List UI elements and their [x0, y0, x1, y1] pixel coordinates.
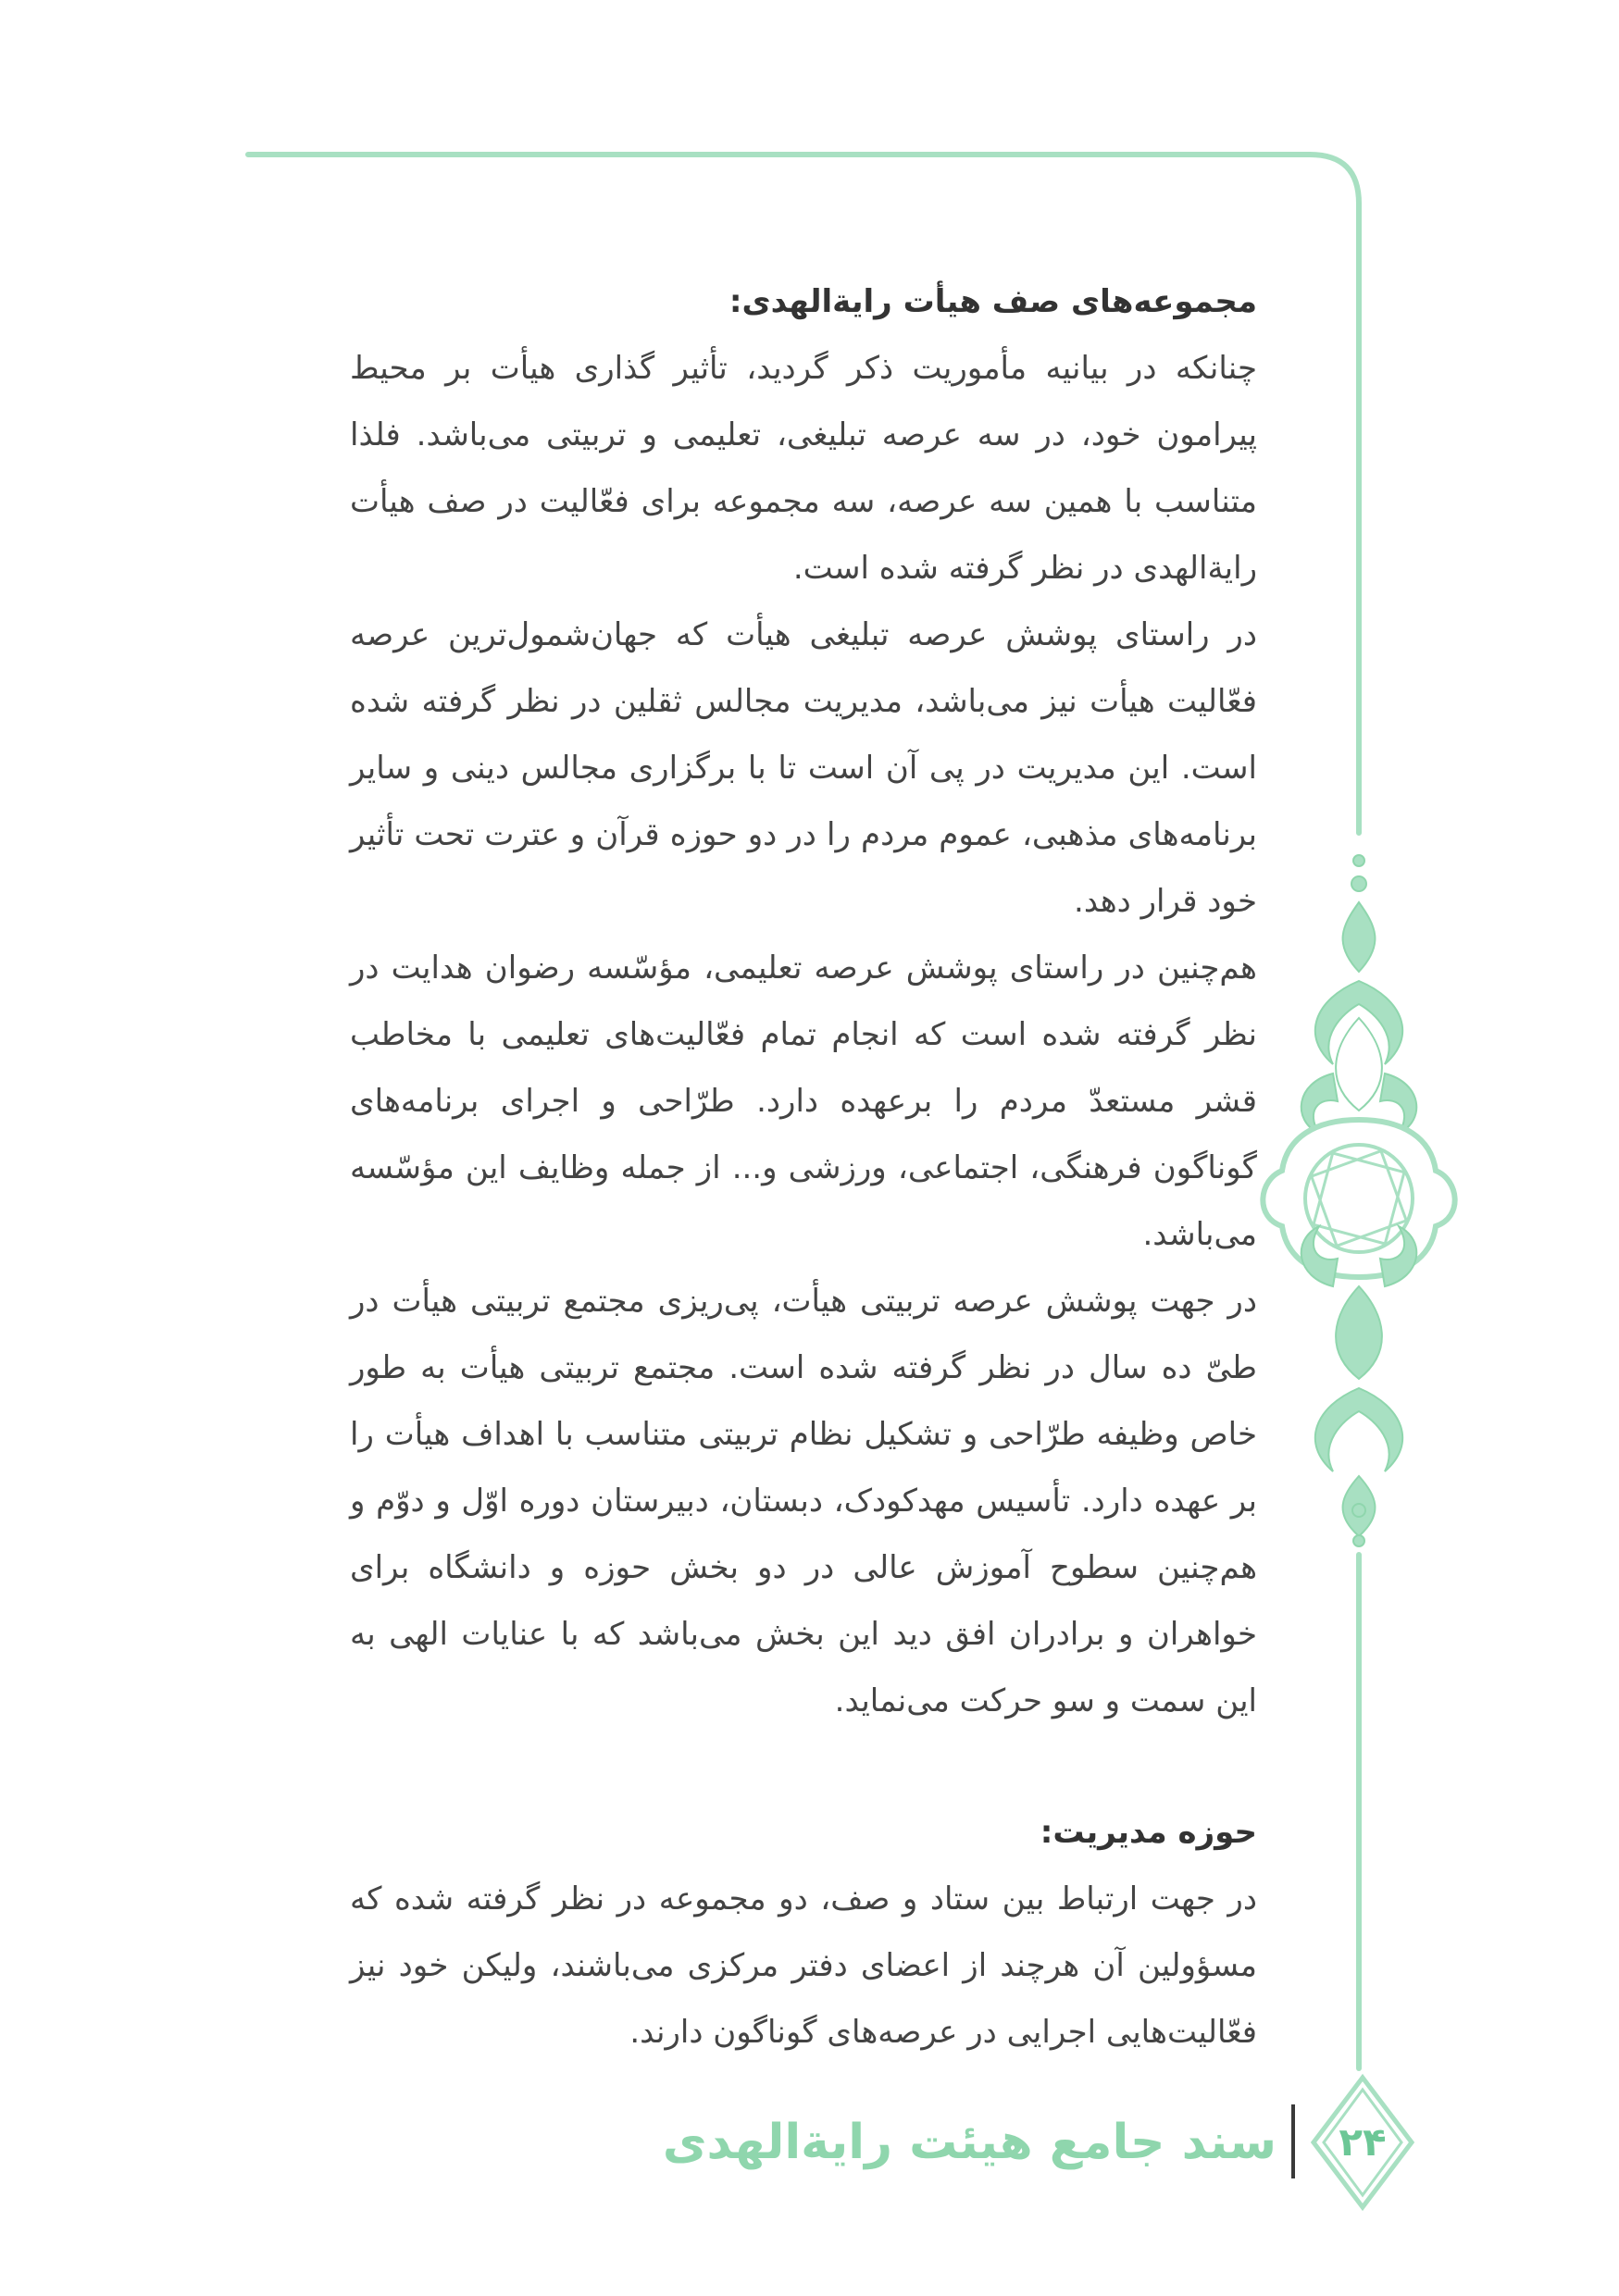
paragraph: چنانکه در بیانیه مأموریت ذکر گردید، تأثیر گذاری هیأت بر محیط پیرامون خود، در سه عرصه تبلیغی، تعلیمی و تربیتی می‌باشد. فلذا متناسب با همین سه عرصه، سه مجموعه برای فعّالیت در صف هیأت رایة‌الهدی در نظر گرفته شده است. [350, 350, 1257, 587]
arabesque-ornament-icon [1263, 855, 1454, 1546]
section-heading: حوزه مدیریت: [1040, 1814, 1257, 1851]
page-number: ۲۴ [1339, 2119, 1387, 2165]
main-content [350, 268, 1257, 2051]
section-heading: مجموعه‌های صف هیأت رایة‌الهدی: [729, 283, 1257, 320]
paragraph: در جهت ارتباط بین ستاد و صف، دو مجموعه در نظر گرفته شده که مسؤولین آن هرچند از اعضای دفتر مرکزی می‌باشند، ولیکن خود نیز فعّالیت‌هایی اجرایی در عرصه‌های گوناگون دارند. [350, 1880, 1257, 2051]
paragraph: در راستای پوشش عرصه تبلیغی هیأت که جهان‌شمول‌ترین عرصه فعّالیت هیأت نیز می‌باشد، مدیریت مجالس ثقلین در نظر گرفته شده است. این مدیریت در پی آن است تا با برگزاری مجالس دینی و سایر برنامه‌های مذهبی، عموم مردم را در دو حوزه قرآن و عترت تحت تأثیر خود قرار دهد. [350, 616, 1257, 920]
section-gap [350, 1734, 1257, 1799]
paragraph: در جهت پوشش عرصه تربیتی هیأت، پی‌ریزی مجتمع تربیتی هیأت در طیّ ده سال در نظر گرفته شده است. مجتمع تربیتی هیأت به طور خاص وظیفه طرّاحی و تشکیل نظام تربیتی متناسب با اهداف هیأت را بر عهده دارد. تأسیس مهدکودک، دبستان، دبیرستان دوره اوّل و دوّم و هم‌چنین سطوح آموزش عالی در دو بخش حوزه و دانشگاه برای خواهران و برادران افق دید این بخش می‌باشد که با عنایات الهی به این سمت و سو حرکت می‌نماید. [350, 1283, 1257, 1719]
footer-divider [1291, 2104, 1295, 2178]
paragraph: هم‌چنین در راستای پوشش عرصه تعلیمی، مؤسّسه رضوان هدایت در نظر گرفته شده است که انجام تمام فعّالیت‌های تعلیمی با مخاطب قشر مستعدّ مردم را برعهده دارد. طرّاحی و اجرای برنامه‌های گوناگون فرهنگی، اجتماعی، ورزشی و... از جمله وظایف این مؤسّسه می‌باشد. [350, 949, 1257, 1253]
footer-title: سند جامع هیئت رایة‌الهدی [662, 2115, 1277, 2170]
page-footer [0, 2093, 1619, 2195]
